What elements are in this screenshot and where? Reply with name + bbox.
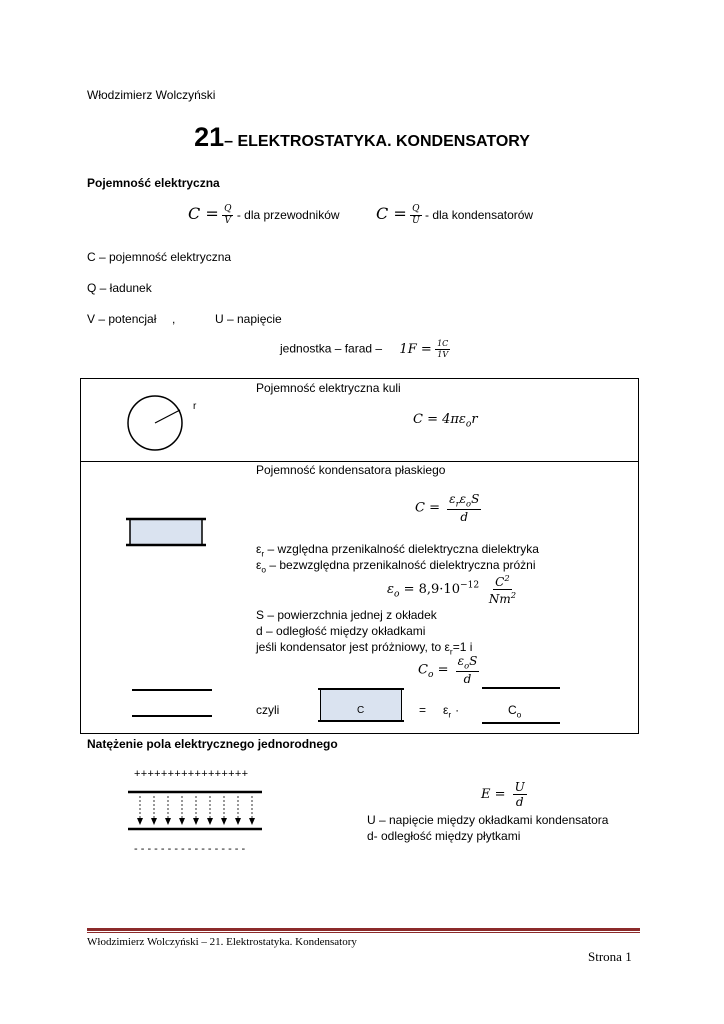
plate-capacitor-diagram: [124, 515, 210, 551]
sphere-title: Pojemność elektryczna kuli: [256, 381, 401, 395]
def-voltage: U – napięcie: [215, 312, 282, 326]
plate-capacitor-title: Pojemność kondensatora płaskiego: [256, 463, 446, 477]
uniform-field-diagram: [126, 786, 266, 834]
czyli-label: czyli: [256, 703, 280, 717]
title-number: 21: [194, 122, 225, 152]
er-factor: $\varepsilon_r$ ·: [443, 703, 460, 720]
footer-rule-thick: [87, 928, 640, 931]
vacuum-permittivity-value: $\varepsilon_o = 8,9\cdot 10^{-12}$ $\frac{C^2}{Nm^2}$: [387, 573, 517, 606]
def-separator: ,: [172, 312, 176, 326]
table-row-divider: [80, 461, 639, 462]
sphere-diagram: [126, 392, 196, 456]
def-surface: S – powierzchnia jednej z okładek: [256, 608, 437, 622]
def-field-distance: d- odległość między płytkami: [367, 829, 521, 843]
sphere-formula: $C = 4\pi\varepsilon_or$: [413, 412, 478, 430]
def-potential: V – potencjał: [87, 312, 157, 326]
formula-capacitors: C = $\frac{Q}{U}$ - dla kondensatorów: [376, 204, 534, 227]
dielectric-plate-bottom: [318, 720, 404, 722]
footer-text: Włodzimierz Wolczyński – 21. Elektrostatyka. Kondensatory: [87, 936, 357, 948]
radius-label: r: [193, 401, 197, 412]
title-text: – ELEKTROSTATYKA. KONDENSATORY: [224, 133, 530, 150]
dielectric-capacitor-label: C: [357, 705, 365, 716]
plate-capacitor-formula: C = $\frac{\varepsilon_r\varepsilon_oS}{d}$: [415, 492, 480, 524]
positive-charges: +++++++++++++++++: [134, 768, 249, 780]
vacuum-capacitance-formula: $C_o$ = $\frac{\varepsilon_oS}{d}$: [418, 654, 478, 686]
negative-charges: - - - - - - - - - - - - - - - - -: [134, 843, 246, 855]
def-charge: Q – ładunek: [87, 281, 152, 295]
page-number: Strona 1: [588, 949, 632, 964]
equals-sign: =: [419, 703, 427, 717]
footer-rule-thin: [87, 932, 640, 933]
vacuum-plate-top: [482, 687, 560, 689]
empty-plate-top: [132, 689, 212, 691]
section-heading-capacity: Pojemność elektryczna: [87, 176, 220, 190]
def-capacity: C – pojemność elektryczna: [87, 250, 232, 264]
def-distance: d – odległość między okładkami: [256, 624, 426, 638]
unit-farad: jednostka – farad – 1F = $\frac{1C}{1V}$: [280, 339, 449, 359]
empty-plate-bottom: [132, 715, 212, 717]
dielectric-plate-top: [318, 688, 404, 690]
vacuum-condition: jeśli kondensator jest próżniowy, to $\varepsilon_r=1$ i: [256, 640, 473, 657]
vacuum-plate-bottom: [482, 722, 560, 724]
def-field-voltage: U – napięcie między okładkami kondensatora: [367, 813, 609, 827]
field-formula: E = $\frac{U}{d}$: [481, 780, 525, 809]
def-relative-permittivity: $\varepsilon_r$ – względna przenikalność dielektryczna dielektryka: [256, 542, 539, 559]
author-header: Włodzimierz Wolczyński: [87, 88, 216, 102]
formula-conductors: C = $\frac{Q}{V}$ - dla przewodników: [188, 204, 340, 227]
vacuum-capacitor-label: $C_o$: [508, 703, 522, 720]
page-title: [0, 122, 724, 153]
def-vacuum-permittivity: $\varepsilon_o$ – bezwzględna przenikalność dielektryczna próżni: [256, 558, 536, 575]
section-heading-field: Natężenie pola elektrycznego jednorodnego: [87, 737, 338, 751]
